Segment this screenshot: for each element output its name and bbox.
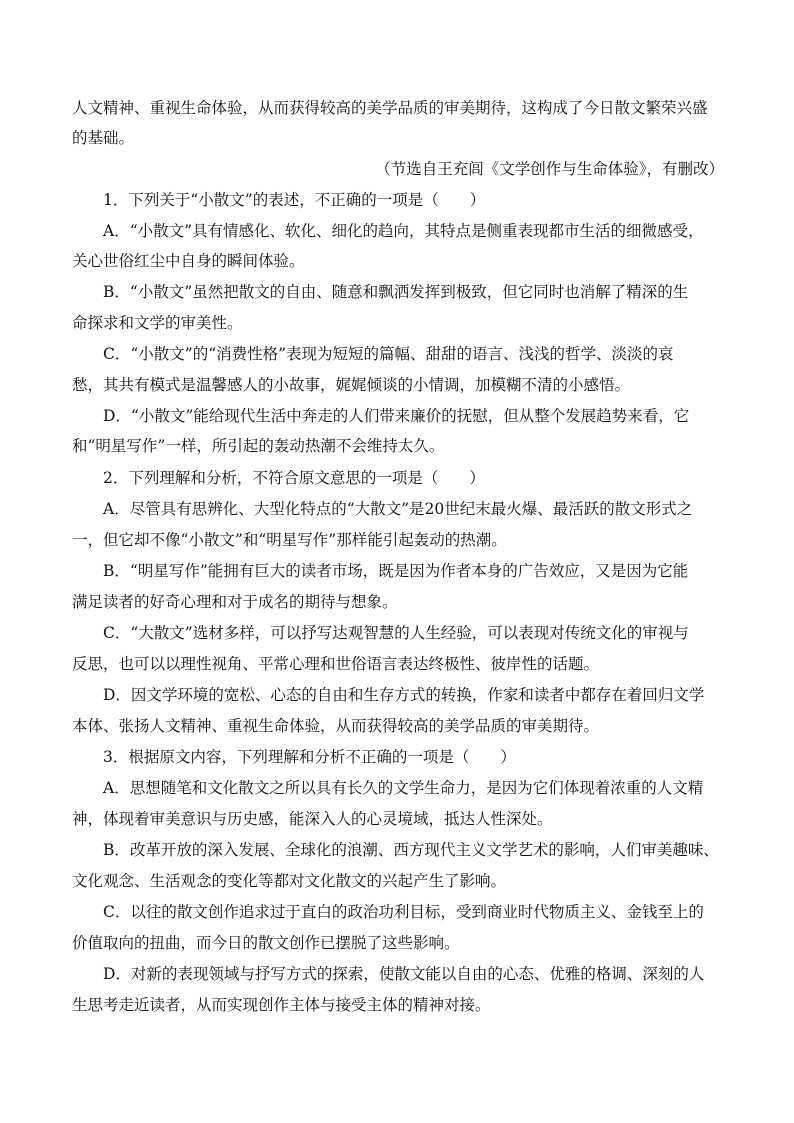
q2-option-d: D．因文学环境的宽松、心态的自由和生存方式的转换，作家和读者中都存在着回归文学 (72, 686, 705, 704)
q3-option-b-cont: 文化观念、生活观念的变化等都对文化散文的兴起产生了影响。 (72, 872, 507, 890)
q1-option-c-cont: 愁，其共有模式是温馨感人的小故事，娓娓倾谈的小情调，加模糊不清的小感悟。 (72, 376, 631, 394)
q2-option-b-cont: 满足读者的好奇心理和对于成名的期待与想象。 (72, 593, 398, 611)
q1-option-a-cont: 关心世俗红尘中自身的瞬间体验。 (72, 252, 305, 270)
source-citation: （节选自王充闾《文学创作与生命体验》，有删改） (375, 160, 724, 178)
q1-option-d: D．“小散文”能给现代生活中奔走的人们带来廉价的抚慰，但从整个发展趋势来看，它 (72, 407, 690, 425)
paragraph-line: 的基础。 (72, 129, 135, 147)
question-1-stem: 1．下列关于“小散文”的表述，不正确的一项是（ ） (72, 191, 486, 209)
q2-option-c: C．“大散文”选材多样，可以抒写达观智慧的人生经验，可以表现对传统文化的审视与 (72, 624, 689, 642)
q2-option-c-cont: 反思，也可以以理性视角、平常心理和世俗语言表达终极性、彼岸性的话题。 (72, 655, 600, 673)
q2-option-a: A．尽管具有思辨化、大型化特点的“大散文”是20世纪末最火爆、最活跃的散文形式之 (72, 500, 693, 518)
q3-option-d: D．对新的表现领域与抒写方式的探索，使散文能以自由的心态、优雅的格调、深刻的人 (72, 965, 705, 983)
q1-option-c: C．“小散文”的“消费性格”表现为短短的篇幅、甜甜的语言、浅浅的哲学、淡淡的哀 (72, 345, 674, 363)
q2-option-d-cont: 本体、张扬人文精神、重视生命体验，从而获得较高的美学品质的审美期待。 (72, 717, 600, 735)
q2-option-a-cont: 一，但它却不像“小散文”和“明星写作”那样能引起轰动的热潮。 (72, 531, 507, 549)
q1-option-d-cont: 和“明星写作”一样，所引起的轰动热潮不会维持太久。 (72, 437, 445, 455)
q2-option-b: B．“明星写作”能拥有巨大的读者市场，既是因为作者本身的广告效应，又是因为它能 (72, 562, 689, 580)
q1-option-b: B．“小散文”虽然把散文的自由、随意和飘洒发挥到极致，但它同时也消解了精深的生 (72, 283, 689, 301)
q3-option-d-cont: 生思考走近读者，从而实现创作主体与接受主体的精神对接。 (72, 996, 491, 1014)
paragraph-line: 人文精神、重视生命体验，从而获得较高的美学品质的审美期待，这构成了今日散文繁荣兴盛 (72, 99, 708, 117)
q3-option-c: C．以往的散文创作追求过于直白的政治功利目标，受到商业时代物质主义、金钱至上的 (72, 903, 704, 921)
q3-option-a: A．思想随笔和文化散文之所以具有长久的文学生命力，是因为它们体现着浓重的人文精 (72, 779, 704, 797)
q3-option-c-cont: 价值取向的扭曲，而今日的散文创作已摆脱了这些影响。 (72, 934, 460, 952)
question-2-stem: 2．下列理解和分析，不符合原文意思的一项是（ ） (72, 469, 485, 487)
q3-option-a-cont: 神，体现着审美意识与历史感，能深入人的心灵境域，抵达人性深处。 (72, 810, 553, 828)
q1-option-b-cont: 命探求和文学的审美性。 (72, 314, 243, 332)
q3-option-b: B．改革开放的深入发展、全球化的浪潮、西方现代主义文学艺术的影响，人们审美趣味、 (72, 841, 719, 859)
question-3-stem: 3．根据原文内容，下列理解和分析不正确的一项是（ ） (72, 748, 516, 766)
q1-option-a: A．“小散文”具有情感化、软化、细化的趋向，其特点是侧重表现都市生活的细微感受， (72, 222, 704, 240)
